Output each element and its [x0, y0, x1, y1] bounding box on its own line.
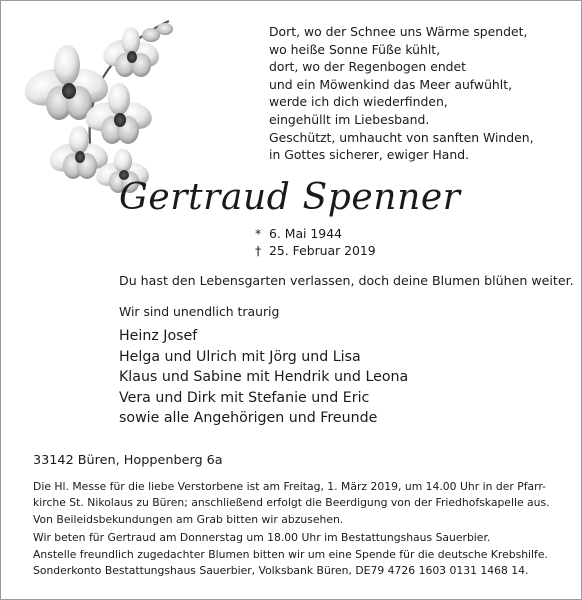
- poem-line: eingehüllt im Liebesband.: [269, 111, 430, 127]
- condolences-note: Von Beileidsbekundungen am Grab bitten wir abzusehen.: [33, 513, 344, 527]
- life-dates: [255, 225, 376, 259]
- mourner-entry: Helga und Ulrich mit Jörg und Lisa: [119, 348, 361, 365]
- mourner-entry: sowie alle Angehörigen und Freunde: [119, 410, 378, 427]
- orchid-icon: [19, 15, 184, 195]
- memorial-quote: Du hast den Lebensgarten verlassen, doch deine Blumen blühen weiter.: [119, 273, 574, 288]
- poem-line: dort, wo der Regenbogen endet: [269, 59, 467, 75]
- poem-line: in Gottes sicherer, ewiger Hand.: [269, 147, 470, 163]
- mourner-entry: Klaus und Sabine mit Hendrik und Leona: [119, 369, 409, 386]
- birth-date: 6. Mai 1944: [269, 226, 342, 241]
- poem-line: Dort, wo der Schnee uns Wärme spendet,: [269, 24, 528, 39]
- death-date-row: [255, 242, 376, 259]
- poem-line: werde ich dich wiederfinden,: [269, 94, 448, 110]
- birth-symbol: *: [255, 226, 262, 241]
- family-address: 33142 Büren, Hoppenberg 6a: [33, 453, 223, 468]
- donation-account: Sonderkonto Bestattungshaus Sauerbier, Volksbank Büren, DE79 4726 1603 0131 1468 14.: [33, 563, 529, 577]
- prayer-info: Wir beten für Gertraud am Donnerstag um 18.00 Uhr im Bestattungshaus Sauerbier.: [33, 530, 491, 544]
- mourning-statement: Wir sind unendlich traurig: [119, 304, 280, 319]
- death-date: 25. Februar 2019: [269, 243, 376, 258]
- mass-info-line: Die Hl. Messe für die liebe Verstorbene ist am Freitag, 1. März 2019, um 14.00 Uhr in der Pfarr-: [33, 480, 547, 493]
- poem-line: Geschützt, umhaucht von sanften Winden,: [269, 129, 534, 145]
- mourners-list: [119, 326, 408, 429]
- birth-date-row: [255, 225, 376, 242]
- mourner-entry: Heinz Josef: [119, 328, 198, 344]
- poem-line: wo heiße Sonne Füße kühlt,: [269, 41, 441, 57]
- deceased-name: Gertraud Spenner: [119, 177, 461, 218]
- funeral-information: [33, 479, 573, 579]
- mass-info-line: kirche St. Nikolaus zu Büren; anschließend erfolgt die Beerdigung von der Friedhofskapelle aus.: [33, 495, 550, 509]
- poem-line: und ein Möwenkind das Meer aufwühlt,: [269, 76, 513, 92]
- poem: [269, 23, 569, 164]
- mourner-entry: Vera und Dirk mit Stefanie und Eric: [119, 389, 370, 406]
- donation-request: Anstelle freundlich zugedachter Blumen bitten wir um eine Spende für die deutsche Krebshilfe.: [33, 548, 548, 562]
- death-cross-symbol: †: [255, 243, 262, 258]
